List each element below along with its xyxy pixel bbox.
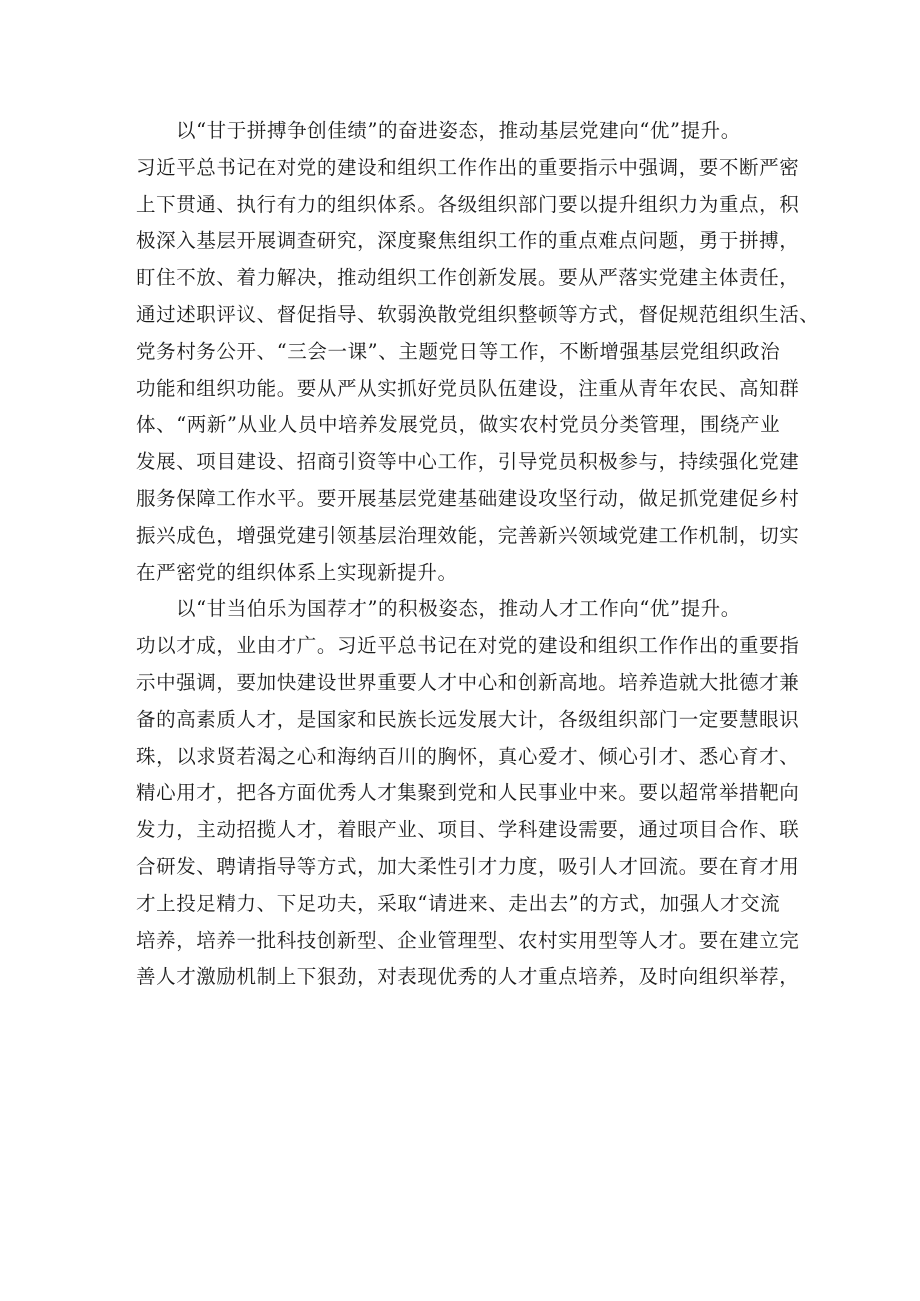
paragraph-heading-line: 以“甘当伯乐为国荐才”的积极姿态，推动人才工作向“优”提升。 [176,597,741,621]
text-line: 示中强调，要加快建设世界重要人才中心和创新高地。培养造就大批德才兼 [136,670,800,694]
text-line: 功以才成，业由才广。习近平总书记在对党的建设和组织工作作出的重要指 [136,634,800,658]
text-line: 通过述职评议、督促指导、软弱涣散党组织整顿等方式，督促规范组织生活、 [136,302,820,326]
text-line: 功能和组织功能。要从严从实抓好党员队伍建设，注重从青年农民、高知群 [136,376,800,400]
text-line: 振兴成色，增强党建引领基层治理效能，完善新兴领域党建工作机制，切实 [136,523,800,547]
text-line: 发力，主动招揽人才，着眼产业、项目、学科建设需要，通过项目合作、联 [136,818,800,842]
text-line: 体、“两新”从业人员中培养发展党员，做实农村党员分类管理，围绕产业 [136,413,781,437]
text-line: 习近平总书记在对党的建设和组织工作作出的重要指示中强调，要不断严密 [136,155,800,179]
text-line: 善人才激励机制上下狠劲，对表现优秀的人才重点培养，及时向组织举荐， [136,965,800,989]
text-line: 党务村务公开、“三会一课”、主题党日等工作，不断增强基层党组织政治 [136,339,781,363]
text-line: 合研发、聘请指导等方式，加大柔性引才力度，吸引人才回流。要在育才用 [136,854,800,878]
text-line: 服务保障工作水平。要开展基层党建基础建设攻坚行动，做足抓党建促乡村 [136,486,800,510]
text-line: 才上投足精力、下足功夫，采取“请进来、走出去”的方式，加强人才交流 [136,891,781,915]
text-line: 极深入基层开展调查研究，深度聚焦组织工作的重点难点问题，勇于拼搏， [136,229,800,253]
paragraph-party-building [136,113,820,591]
text-line: 精心用才，把各方面优秀人才集聚到党和人民事业中来。要以超常举措靶向 [136,781,800,805]
text-line: 发展、项目建设、招商引资等中心工作，引导党员积极参与，持续强化党建 [136,450,800,474]
text-line: 在严密党的组织体系上实现新提升。 [136,560,458,584]
text-line: 盯住不放、着力解决，推动组织工作创新发展。要从严落实党建主体责任， [136,266,800,290]
text-line: 培养，培养一批科技创新型、企业管理型、农村实用型等人才。要在建立完 [136,928,800,952]
paragraph-talent-work [136,591,800,996]
document-body [136,113,820,996]
text-line: 备的高素质人才，是国家和民族长远发展大计，各级组织部门一定要慧眼识 [136,707,800,731]
text-line: 上下贯通、执行有力的组织体系。各级组织部门要以提升组织力为重点，积 [136,192,800,216]
text-line: 珠，以求贤若渴之心和海纳百川的胸怀，真心爱才、倾心引才、悉心育才、 [136,744,800,768]
paragraph-heading-line: 以“甘于拼搏争创佳绩”的奋进姿态，推动基层党建向“优”提升。 [176,119,741,142]
